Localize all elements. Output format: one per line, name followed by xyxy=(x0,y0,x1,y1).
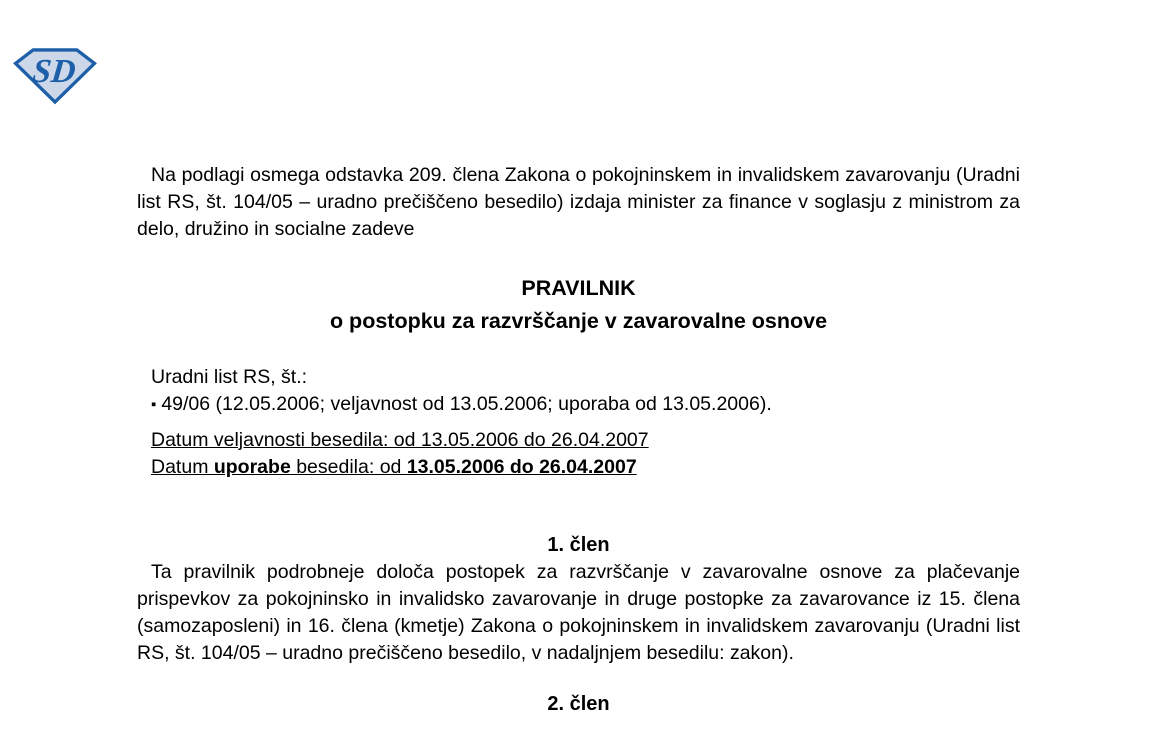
sd-logo xyxy=(13,46,97,106)
square-bullet-icon: ▪ xyxy=(151,396,157,413)
article-1-body: Ta pravilnik podrobneje določa postopek za razvrščanje v zavarovalne osnove za plačevanje prispevkov za pokojninsko in invalidsko zavarovanje in druge postopke za zavarovance iz 15. člena (samozaposleni) in 16. člena (kmetje) Zakona o pokojninskem in invalidskem zavarovanju (Uradni list RS, št. 104/05 – uradno prečiščeno besedilo, v nadaljnjem besedilu: zakon). xyxy=(137,561,1020,664)
sd-logo-letters: SD xyxy=(30,52,78,90)
usage-line-bold-word: uporabe xyxy=(213,456,291,478)
gazette-heading: Uradni list RS, št.: xyxy=(151,366,308,388)
article-1-heading: 1. člen xyxy=(547,534,610,556)
intro-paragraph: Na podlagi osmega odstavka 209. člena Zakona o pokojninskem in invalidskem zavarovanju (Uradni list RS, št. 104/05 – uradno prečiščeno besedilo) izdaja minister za finance v soglasju z ministrom za delo, družino in socialne zadeve xyxy=(137,164,1020,240)
usage-date-line xyxy=(151,454,637,481)
gazette-entry xyxy=(151,391,1020,418)
sd-shield-icon xyxy=(13,46,97,106)
usage-line-text: Datum xyxy=(151,456,214,478)
title-line-2: o postopku za razvrščanje v zavarovalne osnove xyxy=(329,309,828,333)
title-line-1: PRAVILNIK xyxy=(521,276,636,300)
gazette-block xyxy=(137,364,1020,418)
document-title xyxy=(137,272,1020,338)
document-content xyxy=(137,0,1020,718)
article-2-heading: 2. člen xyxy=(547,693,610,715)
gazette-entry-text: 49/06 (12.05.2006; veljavnost od 13.05.2006; uporaba od 13.05.2006). xyxy=(161,393,772,415)
validity-date-line: Datum veljavnosti besedila: od 13.05.2006 do 26.04.2007 xyxy=(151,429,649,451)
usage-line-bold-dates: 13.05.2006 do 26.04.2007 xyxy=(406,456,637,478)
usage-line-text: besedila: od xyxy=(290,456,407,478)
validity-block xyxy=(137,427,1020,481)
